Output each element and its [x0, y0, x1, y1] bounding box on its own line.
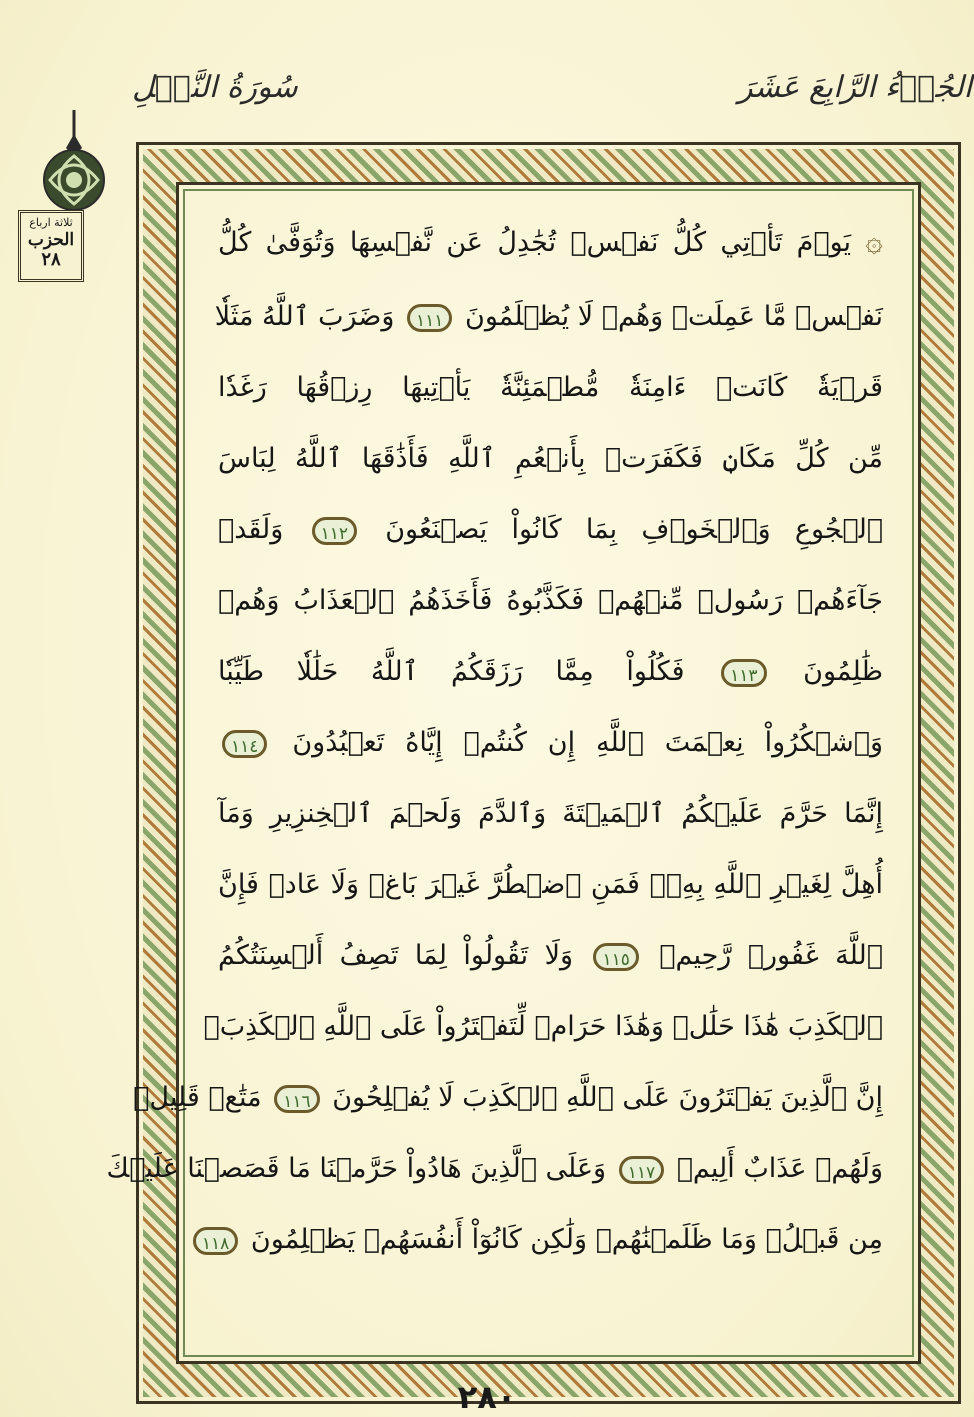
juz-name-header: الجُزۡءُ الرَّابِعَ عَشَرَ: [738, 70, 972, 105]
verse-text: مِن قَبۡلُۖ وَمَا ظَلَمۡنَٰهُمۡ وَلَٰكِن كَانُوٓاْ أَنفُسَهُمۡ يَظۡلِمُونَ: [250, 1224, 883, 1255]
text-line: [218, 784, 883, 844]
ayah-number-marker: ١١٨: [193, 1227, 238, 1255]
text-line: [218, 212, 883, 272]
quran-text: [106, 200, 883, 1350]
verse-text: ظَٰلِمُونَ: [803, 656, 883, 687]
ayah-number-marker: ١١٣: [721, 659, 766, 687]
text-line: [218, 571, 883, 631]
ayah-number-marker: ١١٤: [222, 730, 267, 758]
hizb-marker: [18, 210, 84, 282]
text-line: [218, 642, 883, 702]
ayah-number-marker: ١١١: [407, 304, 452, 332]
ayah-number-marker: ١١٢: [312, 517, 357, 545]
verse-text: ٱللَّهَ غَفُورٞ رَّحِيمٞ: [659, 940, 883, 971]
verse-text: إِنَّمَا حَرَّمَ عَلَيۡكُمُ ٱلۡمَيۡتَةَ وَٱلدَّمَ وَلَحۡمَ ٱلۡخِنزِيرِ وَمَآ: [218, 798, 883, 829]
hizb-label: الحزب: [27, 230, 75, 250]
verse-text: نَفۡسٖ مَّا عَمِلَتۡ وَهُمۡ لَا يُظۡلَمُونَ: [464, 301, 883, 332]
text-line: [203, 997, 883, 1057]
verse-text: إِنَّ ٱلَّذِينَ يَفۡتَرُونَ عَلَى ٱللَّهِ ٱلۡكَذِبَ لَا يُفۡلِحُونَ: [332, 1082, 883, 1113]
ayah-number-marker: ١١٦: [274, 1085, 319, 1113]
text-line: [106, 1139, 883, 1199]
verse-text: يَوۡمَ تَأۡتِي كُلُّ نَفۡسٖ تُجَٰدِلُ عَن نَّفۡسِهَا وَتُوَفَّىٰ كُلُّ: [218, 227, 852, 258]
text-line: [218, 429, 883, 489]
text-line: [214, 287, 883, 347]
verse-text: وَعَلَى ٱلَّذِينَ هَادُواْ حَرَّمۡنَا مَا قَصَصۡنَا عَلَيۡكَ: [106, 1153, 607, 1184]
verse-text: قَرۡيَةٗ كَانَتۡ ءَامِنَةٗ مُّطۡمَئِنَّةٗ يَأۡتِيهَا رِزۡقُهَا رَغَدٗا: [218, 372, 883, 403]
surah-name-header: سُورَةُ النَّحۡلِ: [132, 70, 298, 105]
verse-text: وَلَهُمۡ عَذَابٌ أَلِيمٞ: [676, 1153, 883, 1184]
hizb-ornament-icon: [34, 110, 114, 215]
verse-text: أُهِلَّ لِغَيۡرِ ٱللَّهِ بِهِۦۖ فَمَنِ ٱضۡطُرَّ غَيۡرَ بَاغٖ وَلَا عَادٖ فَإِنَّ: [218, 869, 883, 900]
verse-text: وَلَا تَقُولُواْ لِمَا تَصِفُ أَلۡسِنَتُكُمُ: [218, 940, 574, 971]
text-line: [201, 1210, 883, 1270]
text-line: [218, 713, 883, 773]
text-line: [218, 855, 883, 915]
verse-text: مَتَٰعٞ قَلِيلٞ: [133, 1082, 262, 1113]
verse-text: وَلَقَدۡ: [218, 514, 284, 545]
ayah-number-marker: ١١٥: [593, 943, 638, 971]
text-line: [218, 500, 883, 560]
verse-text: فَكُلُواْ مِمَّا رَزَقَكُمُ ٱللَّهُ حَلَٰلٗا طَيِّبٗا: [218, 656, 685, 687]
text-line: [218, 358, 883, 418]
text-line: [218, 926, 883, 986]
rub-star-icon: ۞: [865, 224, 883, 259]
verse-text: جَآءَهُمۡ رَسُولٞ مِّنۡهُمۡ فَكَذَّبُوهُ فَأَخَذَهُمُ ٱلۡعَذَابُ وَهُمۡ: [218, 585, 883, 616]
verse-text: ٱلۡجُوعِ وَٱلۡخَوۡفِ بِمَا كَانُواْ يَصۡنَعُونَ: [385, 514, 883, 545]
verse-text: وَٱشۡكُرُواْ نِعۡمَتَ ٱللَّهِ إِن كُنتُمۡ إِيَّاهُ تَعۡبُدُونَ: [292, 727, 883, 758]
verse-text: ٱلۡكَذِبَ هَٰذَا حَلَٰلٞ وَهَٰذَا حَرَامٞ لِّتَفۡتَرُواْ عَلَى ٱللَّهِ ٱلۡكَذِبَۚ: [203, 1011, 883, 1042]
verse-text: وَضَرَبَ ٱللَّهُ مَثَلٗا: [214, 301, 395, 332]
hizb-fraction: ثلاثة ارباع: [29, 216, 73, 229]
ayah-number-marker: ١١٧: [619, 1156, 664, 1184]
hizb-number: ٢٨: [41, 249, 61, 270]
text-line: [133, 1068, 883, 1128]
verse-text: مِّن كُلِّ مَكَانٖ فَكَفَرَتۡ بِأَنۡعُمِ ٱللَّهِ فَأَذَٰقَهَا ٱللَّهُ لِبَاسَ: [218, 443, 883, 474]
page-number: ٢٨٠: [457, 1378, 517, 1416]
